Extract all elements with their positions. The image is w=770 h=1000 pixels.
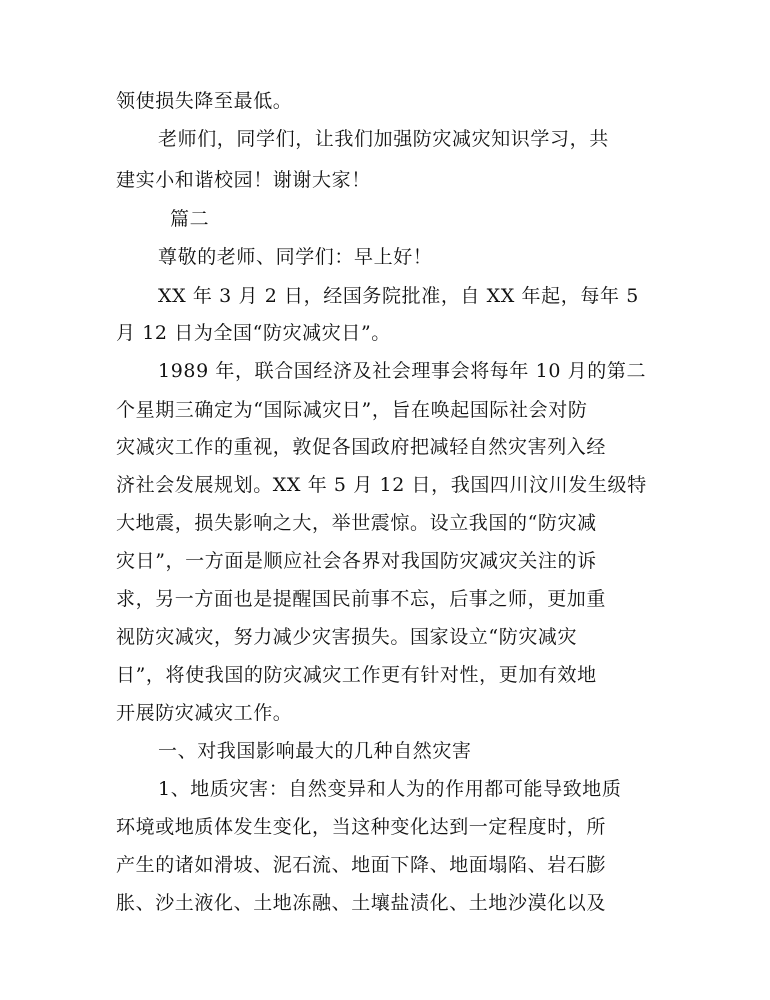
text-line: 产生的诸如滑坡、泥石流、地面下降、地面塌陷、岩石膨 (116, 854, 607, 876)
text-line: 济社会发展规划。XX 年 5 月 12 日，我国四川汶川发生级特 (116, 474, 647, 496)
text-line: 视防灾减灾，努力减少灾害损失。国家设立“防灾减灾 (116, 626, 578, 648)
text-line: 胀、沙土液化、土地冻融、土壤盐渍化、土地沙漠化以及 (116, 892, 607, 914)
text-line: 环境或地质体发生变化，当这种变化达到一定程度时，所 (116, 816, 607, 838)
paragraph-first-line: 老师们，同学们，让我们加强防灾减灾知识学习，共 (158, 128, 609, 150)
text-line: 求，另一方面也是提醒国民前事不忘，后事之师，更加重 (116, 588, 607, 610)
text-line: 开展防灾减灾工作。 (116, 702, 293, 724)
text-line: 月 12 日为全国“防灾减灾日”。 (116, 322, 391, 344)
greeting-line: 尊敬的老师、同学们：早上好！ (158, 246, 433, 268)
paragraph-first-line: 1、地质灾害：自然变异和人为的作用都可能导致地质 (158, 778, 622, 800)
text-line: 领使损失降至最低。 (116, 90, 293, 112)
paragraph-first-line: XX 年 3 月 2 日，经国务院批准，自 XX 年起，每年 5 (158, 285, 639, 307)
text-line: 日”，将使我国的防灾减灾工作更有针对性，更加有效地 (116, 664, 597, 686)
text-line: 建实小和谐校园！谢谢大家！ (116, 169, 371, 191)
section-heading: 篇二 (170, 208, 210, 230)
paragraph-first-line: 1989 年，联合国经济及社会理事会将每年 10 月的第二 (158, 360, 647, 382)
text-line: 大地震，损失影响之大，举世震惊。设立我国的“防灾减 (116, 512, 597, 534)
text-line: 个星期三确定为“国际减灾日”，旨在唤起国际社会对防 (116, 399, 588, 421)
text-line: 灾减灾工作的重视，敦促各国政府把减轻自然灾害列入经 (116, 436, 607, 458)
text-line: 灾日”，一方面是顺应社会各界对我国防灾减灾关注的诉 (116, 550, 597, 572)
subsection-heading: 一、对我国影响最大的几种自然灾害 (158, 740, 472, 762)
